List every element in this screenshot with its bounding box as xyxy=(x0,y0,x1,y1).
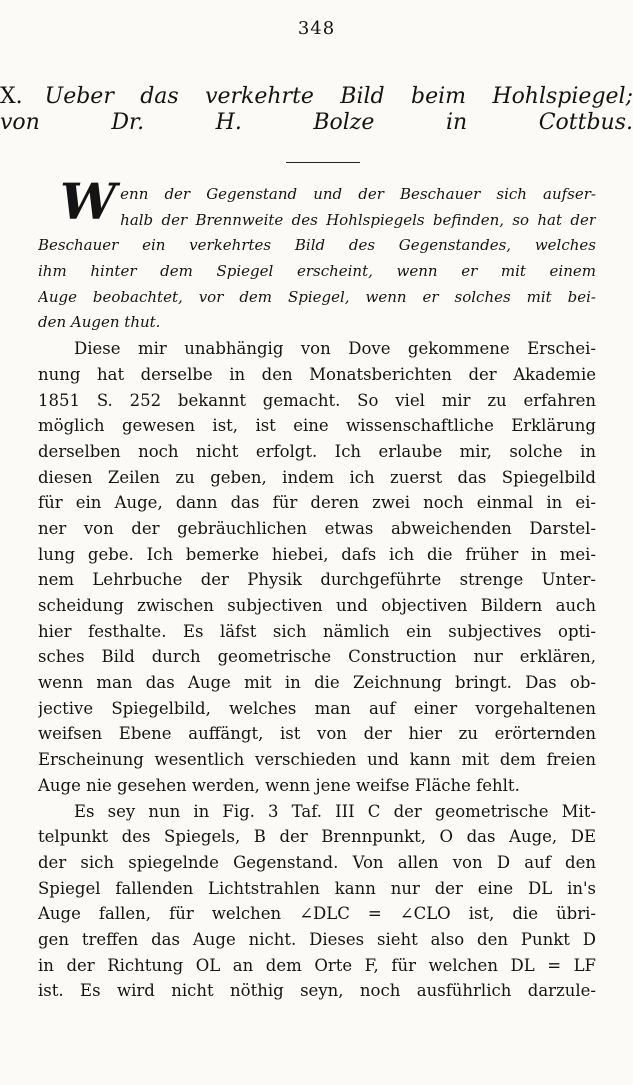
paragraph-line: ist. Es wird nicht nöthig seyn, noch ausführlich darzule- xyxy=(38,981,596,1001)
paragraph-line: nem Lehrbuche der Physik durchgeführte strenge Unter- xyxy=(38,570,596,590)
paragraph-line: scheidung zwischen subjectiven und objectiven Bildern auch xyxy=(38,596,596,615)
paragraph-line: diesen Zeilen zu geben, indem ich zuerst das Spiegelbild xyxy=(38,467,596,487)
intro-line: Beschauer ein verkehrtes Bild des Gegenstandes, welches xyxy=(38,236,596,255)
intro-paragraph xyxy=(38,172,596,336)
paragraph-line: in der Richtung OL an dem Orte F, für welchen DL = LF xyxy=(38,955,596,975)
heading-title-line-2: von Dr. H. Bolze in Cottbus. xyxy=(0,109,633,135)
drop-cap: W xyxy=(60,172,117,231)
paragraph-line: möglich gewesen ist, ist eine wissenschaftliche Erklärung xyxy=(38,416,596,436)
body-text xyxy=(38,172,596,1004)
paragraph-line: Auge fallen, für welchen ∠DLC = ∠CLO ist, die übri- xyxy=(38,904,596,924)
heading-line-1 xyxy=(0,84,633,110)
paragraph-line: weifsen Ebene auffängt, ist von der hier zu erörternden xyxy=(38,724,596,744)
paragraph-2 xyxy=(38,799,596,1005)
paragraph-line: lung gebe. Ich bemerke hiebei, dafs ich die früher in mei- xyxy=(38,544,596,564)
paragraph-line: Erscheinung wesentlich verschieden und kann mit dem freien xyxy=(38,750,596,770)
intro-line: Auge beobachtet, vor dem Spiegel, wenn er solches mit bei- xyxy=(38,287,596,306)
paragraph-line: sches Bild durch geometrische Construction nur erklären, xyxy=(38,647,596,667)
paragraph-line: Es sey nun in Fig. 3 Taf. III C der geometrische Mit- xyxy=(74,801,596,821)
intro-line: ihm hinter dem Spiegel erscheint, wenn er mit einem xyxy=(38,262,596,281)
paragraph-line: derselben noch nicht erfolgt. Ich erlaube mir, solche in xyxy=(38,441,596,461)
paragraph-line: der sich spiegelnde Gegenstand. Von allen von D auf den xyxy=(38,852,596,872)
paragraph-line: nung hat derselbe in den Monatsberichten der Akademie xyxy=(38,364,596,384)
paragraph-line: 1851 S. 252 bekannt gemacht. So viel mir zu erfahren xyxy=(38,390,596,410)
paragraph-line: jective Spiegelbild, welches man auf einer vorgehaltenen xyxy=(38,698,596,718)
heading-divider xyxy=(286,162,360,163)
paragraph-1 xyxy=(38,336,596,798)
paragraph-line: gen treffen das Auge nicht. Dieses sieht also den Punkt D xyxy=(38,929,596,949)
intro-line: enn der Gegenstand und der Beschauer sich aufser- xyxy=(120,185,596,203)
section-number: X. xyxy=(0,84,23,109)
paragraph-line: Auge nie gesehen werden, wenn jene weifse Fläche fehlt. xyxy=(38,775,520,795)
paragraph-line: telpunkt des Spiegels, B der Brennpunkt, O das Auge, DE xyxy=(38,827,596,847)
paragraph-line: hier festhalte. Es läfst sich nämlich ein subjectives opti- xyxy=(38,621,596,641)
page-number: 348 xyxy=(297,18,336,39)
intro-line: den Augen thut. xyxy=(38,313,161,332)
paragraph-line: Diese mir unabhängig von Dove gekommene Erschei- xyxy=(74,339,596,359)
paragraph-line: wenn man das Auge mit in die Zeichnung bringt. Das ob- xyxy=(38,673,596,693)
paragraph-line: ner von der gebräuchlichen etwas abweichenden Darstel- xyxy=(38,518,596,538)
paragraph-line: für ein Auge, dann das für deren zwei noch einmal in ei- xyxy=(38,493,596,513)
intro-line: halb der Brennweite des Hohlspiegels befinden, so hat der xyxy=(120,210,596,229)
heading-title-line-1: Ueber das verkehrte Bild beim Hohlspiegel; xyxy=(44,84,633,109)
article-heading xyxy=(0,84,633,135)
paragraph-line: Spiegel fallenden Lichtstrahlen kann nur der eine DL in's xyxy=(38,878,596,898)
